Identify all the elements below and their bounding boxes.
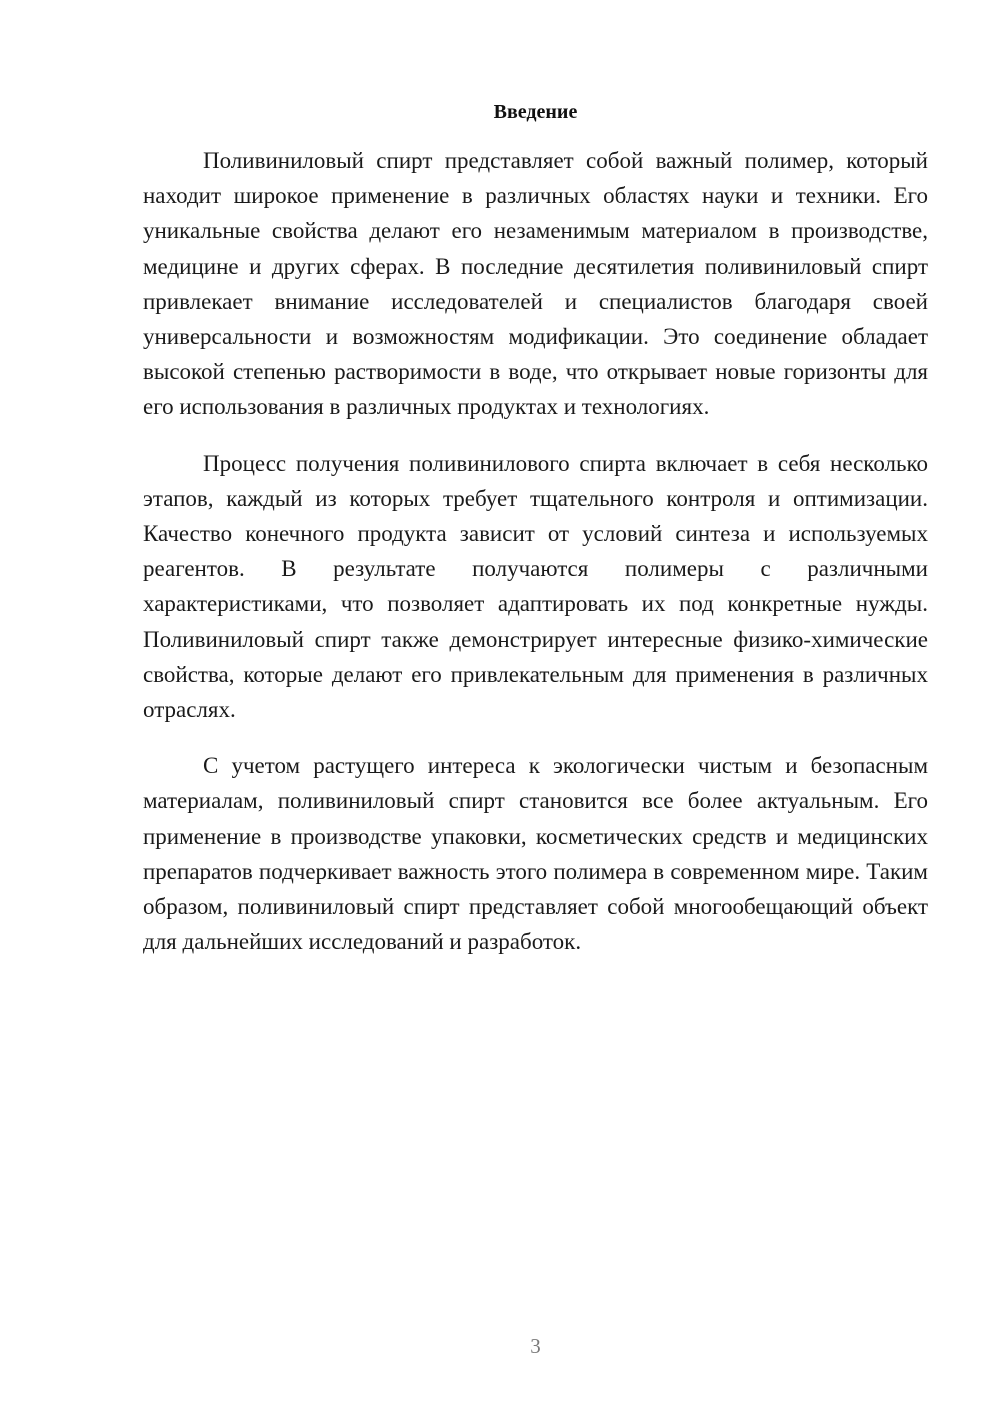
body-text bbox=[143, 143, 928, 980]
section-heading: Введение bbox=[493, 101, 578, 123]
paragraph-3: С учетом растущего интереса к экологически чистым и безопасным материалам, поливиниловый спирт становится все более актуальным. Его применение в производстве упаковки, косметических средств и медицинских препаратов подчеркивает важность этого полимера в современном мире. Таким образом, поливиниловый спирт представляет собой многообещающий объект для дальнейших исследований и разработок. bbox=[143, 753, 928, 955]
paragraph-2: Процесс получения поливинилового спирта включает в себя несколько этапов, каждый из которых требует тщательного контроля и оптимизации. Качество конечного продукта зависит от условий синтеза и используемых реагентов. В результате получаются полимеры с различными характеристиками, что позволяет адаптировать их под конкретные нужды. Поливиниловый спирт также демонстрирует интересные физико-химические свойства, которые делают его привлекательным для применения в различных отраслях. bbox=[143, 450, 928, 723]
page-number: 3 bbox=[530, 1334, 541, 1358]
paragraph-1: Поливиниловый спирт представляет собой важный полимер, который находит широкое применение в различных областях науки и техники. Его уникальные свойства делают его незаменимым материалом в производстве, медицине и других сферах. В последние десятилетия поливиниловый спирт привлекает внимание исследователей и специалистов благодаря своей универсальности и возможностям модификации. Это соединение обладает высокой степенью растворимости в воде, что открывает новые горизонты для его использования в различных продуктах и технологиях. bbox=[143, 148, 928, 420]
